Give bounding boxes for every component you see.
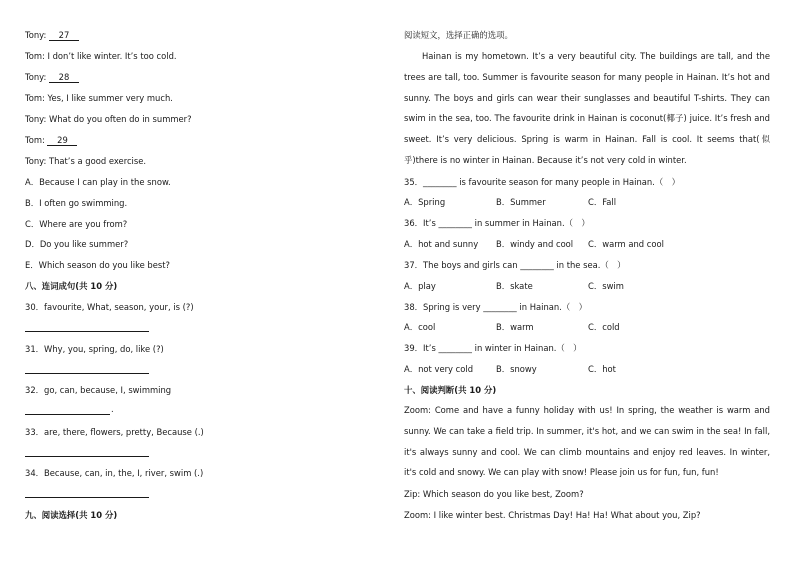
dialogue-line-7 [25,156,146,167]
question-34: 34．Because, can, in, the, I, river, swim (.) [25,468,204,478]
zoom-passage: Zoom: Come and have a funny holiday with us! In spring, the weather is warm and sunny. We can take a field trip. In summer, it's hot, and we can swim in the sea! In fall, it's always sunny and cool. We can climb mountains and enjoy red leaves. In winter, it's cold and snowy. We can play with snow! Please join us for fun, fun, fun! [404,405,770,478]
question-30: 30．favourite, What, season, your, is (?) [25,302,194,312]
speaker: Tony: [25,30,47,40]
speaker: Tom: [25,93,45,103]
option-b[interactable]: B．warm [496,322,534,332]
question-36: 36．It’s ________ in summer in Hainan.（ ） [404,218,590,228]
option-b[interactable]: B．skate [496,281,533,291]
option-b[interactable]: B．Summer [496,197,546,207]
question-35: 35．________ is favourite season for many people in Hainan.（ ） [404,177,681,187]
option-c[interactable]: C．warm and cool [588,239,664,249]
dialogue-line-5 [25,114,192,125]
reading-passage [404,46,770,171]
choice-d: D．Do you like summer? [25,239,129,249]
section-9-heading: 九、阅读选择(共 10 分) [25,510,118,520]
instruction: 阅读短文，选择正确的选项。 [404,30,513,40]
option-a[interactable]: A．Spring [404,197,446,207]
answer-blank-27[interactable]: 27 [49,30,79,41]
zoom-reply: Zoom: I like winter best. Christmas Day! Ha! Ha! What about you, Zip? [404,510,701,520]
option-c[interactable]: C．hot [588,364,616,374]
options-39 [404,364,616,375]
dialogue-line-4 [25,93,173,104]
answer-line-32[interactable] [25,414,110,415]
question-39: 39．It’s ________ in winter in Hainan.（ ） [404,343,582,353]
answer-blank-29[interactable]: 29 [47,135,77,146]
option-b[interactable]: B．windy and cool [496,239,574,249]
option-c[interactable]: C．swim [588,281,624,291]
dialogue-text: I don’t like winter. It’s too cold. [47,51,177,61]
speaker: Tom: [25,135,45,145]
answer-32-period: . [111,404,114,414]
choice-a: A．Because I can play in the snow. [25,177,171,187]
answer-blank-28[interactable]: 28 [49,72,79,83]
question-37: 37．The boys and girls can ________ in the sea.（ ） [404,260,626,270]
option-c[interactable]: C．cold [588,322,620,332]
option-a[interactable]: A．play [404,281,436,291]
dialogue-text: That’s a good exercise. [48,156,147,166]
section-8-heading: 八、连词成句(共 10 分) [25,281,118,291]
question-31: 31．Why, you, spring, do, like (?) [25,344,164,354]
question-33: 33．are, there, flowers, pretty, Because (.) [25,427,204,437]
answer-line-34[interactable] [25,497,149,498]
dialogue-line-6 [25,135,77,146]
speaker: Tony: [25,72,47,82]
section-10-heading: 十、阅读判断(共 10 分) [404,385,497,395]
question-32: 32．go, can, because, I, swimming [25,385,172,395]
dialogue-line-1 [25,30,79,41]
speaker: Tony: [25,156,47,166]
choice-e: E．Which season do you like best? [25,260,170,270]
answer-line-30[interactable] [25,331,149,332]
option-b[interactable]: B．snowy [496,364,537,374]
options-36 [404,239,664,250]
option-a[interactable]: A．cool [404,322,436,332]
answer-line-31[interactable] [25,373,149,374]
zip-line: Zip: Which season do you like best, Zoom? [404,489,584,499]
speaker: Tom: [25,51,45,61]
dialogue-line-2 [25,51,177,62]
choice-b: B．I often go swimming. [25,198,128,208]
dialogue-text: Yes, I like summer very much. [47,93,173,103]
choice-c: C．Where are you from? [25,219,128,229]
options-35 [404,197,616,208]
passage-text: Hainan is my hometown. It’s a very beautiful city. The buildings are tall, and the trees are tall, too. Summer is favourite season for many people in Hainan. It’s hot and sunny. The boys and girls can wear their sunglasses and beautiful T-shirts. They can swim in the sea, too. The favourite drink in Hainan is coconut(椰子) juice. It’s fresh and sweet. It’s very delicious. Spring is warm in Hainan. Fall is cool. It seems that(似乎)there is no winter in Hainan. Because it’s not very cold in winter. [404,51,770,165]
dialogue-text: What do you often do in summer? [48,114,192,124]
option-a[interactable]: A．hot and sunny [404,239,479,249]
options-37 [404,281,624,292]
dialogue-line-3 [25,72,79,83]
answer-line-33[interactable] [25,456,149,457]
option-a[interactable]: A．not very cold [404,364,474,374]
question-38: 38．Spring is very ________ in Hainan.（ ） [404,302,587,312]
speaker: Tony: [25,114,47,124]
option-c[interactable]: C．Fall [588,197,617,207]
options-38 [404,322,620,333]
